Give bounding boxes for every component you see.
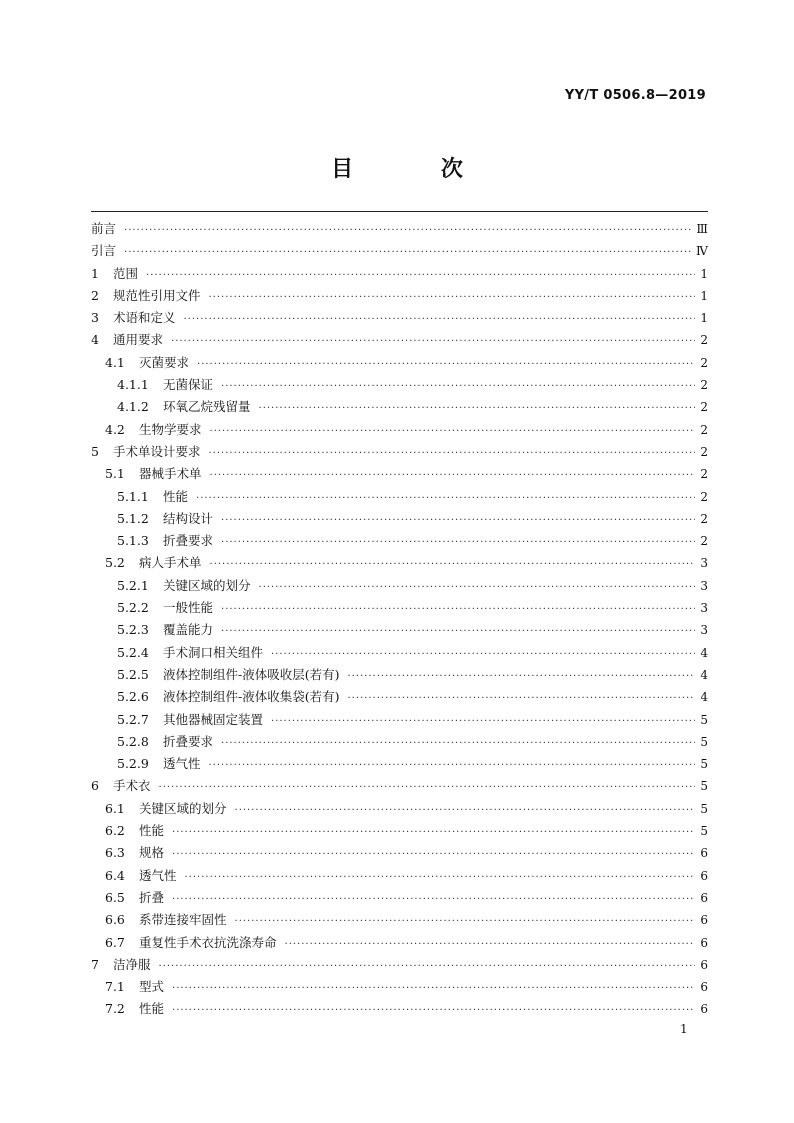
toc-entry-number: 6.7 <box>105 934 125 950</box>
toc-entry[interactable] <box>91 553 708 575</box>
toc-entry-label: 折叠要求 <box>163 533 214 549</box>
toc-entry[interactable] <box>91 330 708 352</box>
toc-leader-dots <box>259 582 695 593</box>
toc-entry-page: 6 <box>700 890 708 905</box>
toc-entry-number: 4 <box>91 332 99 348</box>
toc-entry-page: 3 <box>700 556 708 571</box>
toc-entry-label: 器械手术单 <box>139 466 202 482</box>
toc-entry-number: 5.2.1 <box>117 577 149 593</box>
toc-entry-label: 灭菌要求 <box>139 354 190 370</box>
toc-entry-number: 7 <box>91 956 99 972</box>
toc-entry[interactable] <box>91 353 708 375</box>
toc-leader-dots <box>259 403 695 414</box>
toc-entry-label: 无菌保证 <box>163 377 214 393</box>
toc-entry[interactable] <box>91 754 708 776</box>
toc-leader-dots <box>146 270 695 281</box>
toc-entry-page: 1 <box>700 266 708 281</box>
toc-entry-label: 覆盖能力 <box>163 622 214 638</box>
toc-entry-label: 液体控制组件-液体吸收层(若有) <box>163 666 340 682</box>
toc-entry-page: 2 <box>700 444 708 459</box>
toc-entry[interactable] <box>91 710 708 732</box>
toc-entry-label: 结构设计 <box>163 510 214 526</box>
toc-entry[interactable] <box>91 576 708 598</box>
toc-entry-number: 5.2.4 <box>117 644 149 660</box>
toc-entry-label: 前言 <box>91 221 117 236</box>
toc-leader-dots <box>235 916 695 927</box>
toc-leader-dots <box>172 1005 695 1016</box>
toc-entry-label: 折叠要求 <box>163 733 214 749</box>
toc-entry-label: 透气性 <box>163 756 201 772</box>
toc-entry-number: 6.5 <box>105 889 125 905</box>
toc-entry[interactable] <box>91 375 708 397</box>
page-title: 目 次 <box>331 157 503 182</box>
toc-entry-page: 5 <box>700 757 708 772</box>
toc-entry-page: 2 <box>700 511 708 526</box>
toc-entry-page: 6 <box>700 868 708 883</box>
toc-leader-dots <box>196 493 695 504</box>
toc-entry[interactable] <box>91 620 708 642</box>
toc-entry-number: 6.6 <box>105 912 125 928</box>
toc-entry-page: Ⅳ <box>696 244 708 259</box>
toc-entry-page: 2 <box>700 489 708 504</box>
toc-entry-page: 1 <box>700 311 708 326</box>
toc-entry-page: 6 <box>700 935 708 950</box>
toc-entry[interactable] <box>91 531 708 553</box>
toc-entry-number: 4.2 <box>105 421 125 437</box>
toc-leader-dots <box>124 225 692 236</box>
toc-leader-dots <box>221 537 695 548</box>
toc-entry[interactable] <box>91 308 708 330</box>
toc-entry-number: 7.2 <box>105 1001 125 1017</box>
toc-entry-label: 通用要求 <box>113 332 164 348</box>
toc-leader-dots <box>159 782 695 793</box>
toc-entry-number: 5.1.3 <box>117 533 149 549</box>
toc-entry[interactable] <box>91 776 708 798</box>
toc-leader-dots <box>210 426 695 437</box>
toc-entry[interactable] <box>91 420 708 442</box>
toc-entry-number: 6.1 <box>105 800 125 816</box>
toc-entry-label: 折叠 <box>139 889 165 905</box>
toc-entry[interactable] <box>91 643 708 665</box>
toc-entry-page: 2 <box>700 378 708 393</box>
standard-code: YY/T 0506.8—2019 <box>564 88 706 103</box>
toc-entry[interactable] <box>91 821 708 843</box>
toc-leader-dots <box>221 626 695 637</box>
toc-entry[interactable] <box>91 732 708 754</box>
toc-entry-page: 4 <box>700 645 708 660</box>
toc-leader-dots <box>347 693 695 704</box>
toc-leader-dots <box>172 983 695 994</box>
toc-entry[interactable] <box>91 977 708 999</box>
toc-entry[interactable] <box>91 910 708 932</box>
toc-leader-dots <box>171 336 695 347</box>
toc-entry-page: 2 <box>700 333 708 348</box>
toc-entry-label: 洁净服 <box>113 956 151 972</box>
toc-entry-label: 系带连接牢固性 <box>139 912 227 928</box>
toc-entry-page: 6 <box>700 957 708 972</box>
toc-entry-label: 手术衣 <box>113 778 151 794</box>
toc-entry-number: 5.1.1 <box>117 488 149 504</box>
toc-entry-label: 规格 <box>139 845 165 861</box>
toc-entry[interactable] <box>91 799 708 821</box>
toc-leader-dots <box>235 805 695 816</box>
toc-entry[interactable] <box>91 999 708 1021</box>
toc-entry-number: 5.2.8 <box>117 733 149 749</box>
toc-entry[interactable] <box>91 241 708 263</box>
toc-entry-number: 6.4 <box>105 867 125 883</box>
toc-entry-label: 范围 <box>113 265 139 281</box>
toc-entry-number: 1 <box>91 265 99 281</box>
toc-entry-label: 型式 <box>139 979 165 995</box>
toc-leader-dots <box>271 716 695 727</box>
toc-entry-label: 性能 <box>163 488 189 504</box>
toc-entry-label: 其他器械固定装置 <box>163 711 264 727</box>
toc-entry-number: 4.1 <box>105 354 125 370</box>
toc-entry-page: 2 <box>700 355 708 370</box>
toc-entry-page: 3 <box>700 623 708 638</box>
toc-entry-page: 5 <box>700 779 708 794</box>
toc-leader-dots <box>209 292 695 303</box>
toc-leader-dots <box>221 604 695 615</box>
toc-entry-label: 手术洞口相关组件 <box>163 644 264 660</box>
toc-entry-number: 5.1 <box>105 466 125 482</box>
toc-entry-label: 一般性能 <box>163 600 214 616</box>
toc-entry[interactable] <box>91 687 708 709</box>
toc-entry-label: 关键区域的划分 <box>139 800 227 816</box>
toc-entry[interactable] <box>91 509 708 531</box>
toc-entry-number: 4.1.2 <box>117 399 149 415</box>
toc-leader-dots <box>347 671 695 682</box>
toc-entry-page: 4 <box>700 690 708 705</box>
toc-entry-page: 3 <box>700 601 708 616</box>
toc-entry-page: 5 <box>700 734 708 749</box>
toc-entry[interactable] <box>91 442 708 464</box>
toc-leader-dots <box>185 872 695 883</box>
toc-leader-dots <box>197 359 695 370</box>
toc-entry-number: 5.1.2 <box>117 510 149 526</box>
toc-entry-label: 规范性引用文件 <box>113 287 201 303</box>
toc-entry[interactable] <box>91 955 708 977</box>
toc-entry-page: 2 <box>700 467 708 482</box>
toc-entry-number: 3 <box>91 310 99 326</box>
toc-entry-number: 5.2.3 <box>117 622 149 638</box>
toc-entry-number: 2 <box>91 287 99 303</box>
toc-entry-number: 6 <box>91 778 99 794</box>
toc-entry-number: 7.1 <box>105 979 125 995</box>
toc-entry[interactable] <box>91 843 708 865</box>
toc-entry[interactable] <box>91 464 708 486</box>
toc-entry-number: 5.2.5 <box>117 666 149 682</box>
toc-entry-page: 3 <box>700 578 708 593</box>
toc-entry-page: 6 <box>700 846 708 861</box>
toc-entry-label: 引言 <box>91 243 117 259</box>
toc-entry-label: 透气性 <box>139 867 177 883</box>
toc-entry-number: 5.2.6 <box>117 689 149 705</box>
toc-entry-page: 5 <box>700 712 708 727</box>
toc-leader-dots <box>221 381 695 392</box>
toc-entry-page: 6 <box>700 913 708 928</box>
toc-entry-number: 5 <box>91 443 99 459</box>
toc-leader-dots <box>172 849 695 860</box>
toc-leader-dots <box>172 894 695 905</box>
toc-leader-dots <box>221 738 695 749</box>
toc-entry-label: 环氧乙烷残留量 <box>163 399 251 415</box>
toc-leader-dots <box>184 314 695 325</box>
toc-entry[interactable] <box>91 219 708 241</box>
toc-entry-label: 液体控制组件-液体收集袋(若有) <box>163 689 340 705</box>
toc-entry[interactable] <box>91 933 708 955</box>
toc-entry[interactable] <box>91 264 708 286</box>
toc-entry[interactable] <box>91 286 708 308</box>
toc-entry-number: 5.2.2 <box>117 600 149 616</box>
toc-entry[interactable] <box>91 397 708 419</box>
toc-entry-page: 2 <box>700 400 708 415</box>
toc-leader-dots <box>285 939 695 950</box>
toc-entry[interactable] <box>91 866 708 888</box>
toc-entry-label: 手术单设计要求 <box>113 443 201 459</box>
toc-leader-dots <box>209 760 695 771</box>
toc-entry-page: 6 <box>700 980 708 995</box>
page-number: 1 <box>680 1022 688 1036</box>
toc-entry-label: 生物学要求 <box>139 421 202 437</box>
toc-entry-number: 5.2.9 <box>117 756 149 772</box>
toc-entry-number: 5.2 <box>105 555 125 571</box>
toc-entry-label: 病人手术单 <box>139 555 202 571</box>
toc-entry-label: 性能 <box>139 1001 165 1017</box>
toc-leader-dots <box>271 649 695 660</box>
top-rule <box>91 211 708 212</box>
toc-leader-dots <box>210 559 695 570</box>
toc-entry-page: 2 <box>700 534 708 549</box>
toc-entry-number: 5.2.7 <box>117 711 149 727</box>
toc-entry-page: 6 <box>700 1002 708 1017</box>
toc-entry-number: 6.3 <box>105 845 125 861</box>
toc-entry-page: 5 <box>700 824 708 839</box>
toc-leader-dots <box>221 515 695 526</box>
toc-entry-page: 2 <box>700 422 708 437</box>
toc-leader-dots <box>159 961 695 972</box>
toc-entry-label: 术语和定义 <box>113 310 176 326</box>
toc-leader-dots <box>209 448 695 459</box>
table-of-contents <box>91 219 708 1022</box>
toc-entry[interactable] <box>91 598 708 620</box>
toc-entry-number: 6.2 <box>105 823 125 839</box>
toc-leader-dots <box>172 827 695 838</box>
toc-entry-page: 5 <box>700 801 708 816</box>
toc-entry[interactable] <box>91 888 708 910</box>
toc-entry-label: 关键区域的划分 <box>163 577 251 593</box>
toc-entry-page: Ⅲ <box>696 222 708 236</box>
toc-leader-dots <box>124 247 692 258</box>
toc-entry-label: 性能 <box>139 823 165 839</box>
toc-entry-number: 4.1.1 <box>117 377 149 393</box>
toc-entry[interactable] <box>91 665 708 687</box>
toc-entry-page: 4 <box>700 667 708 682</box>
toc-leader-dots <box>210 470 695 481</box>
toc-entry-page: 1 <box>700 288 708 303</box>
toc-entry-label: 重复性手术衣抗洗涤寿命 <box>139 934 277 950</box>
toc-entry[interactable] <box>91 487 708 509</box>
